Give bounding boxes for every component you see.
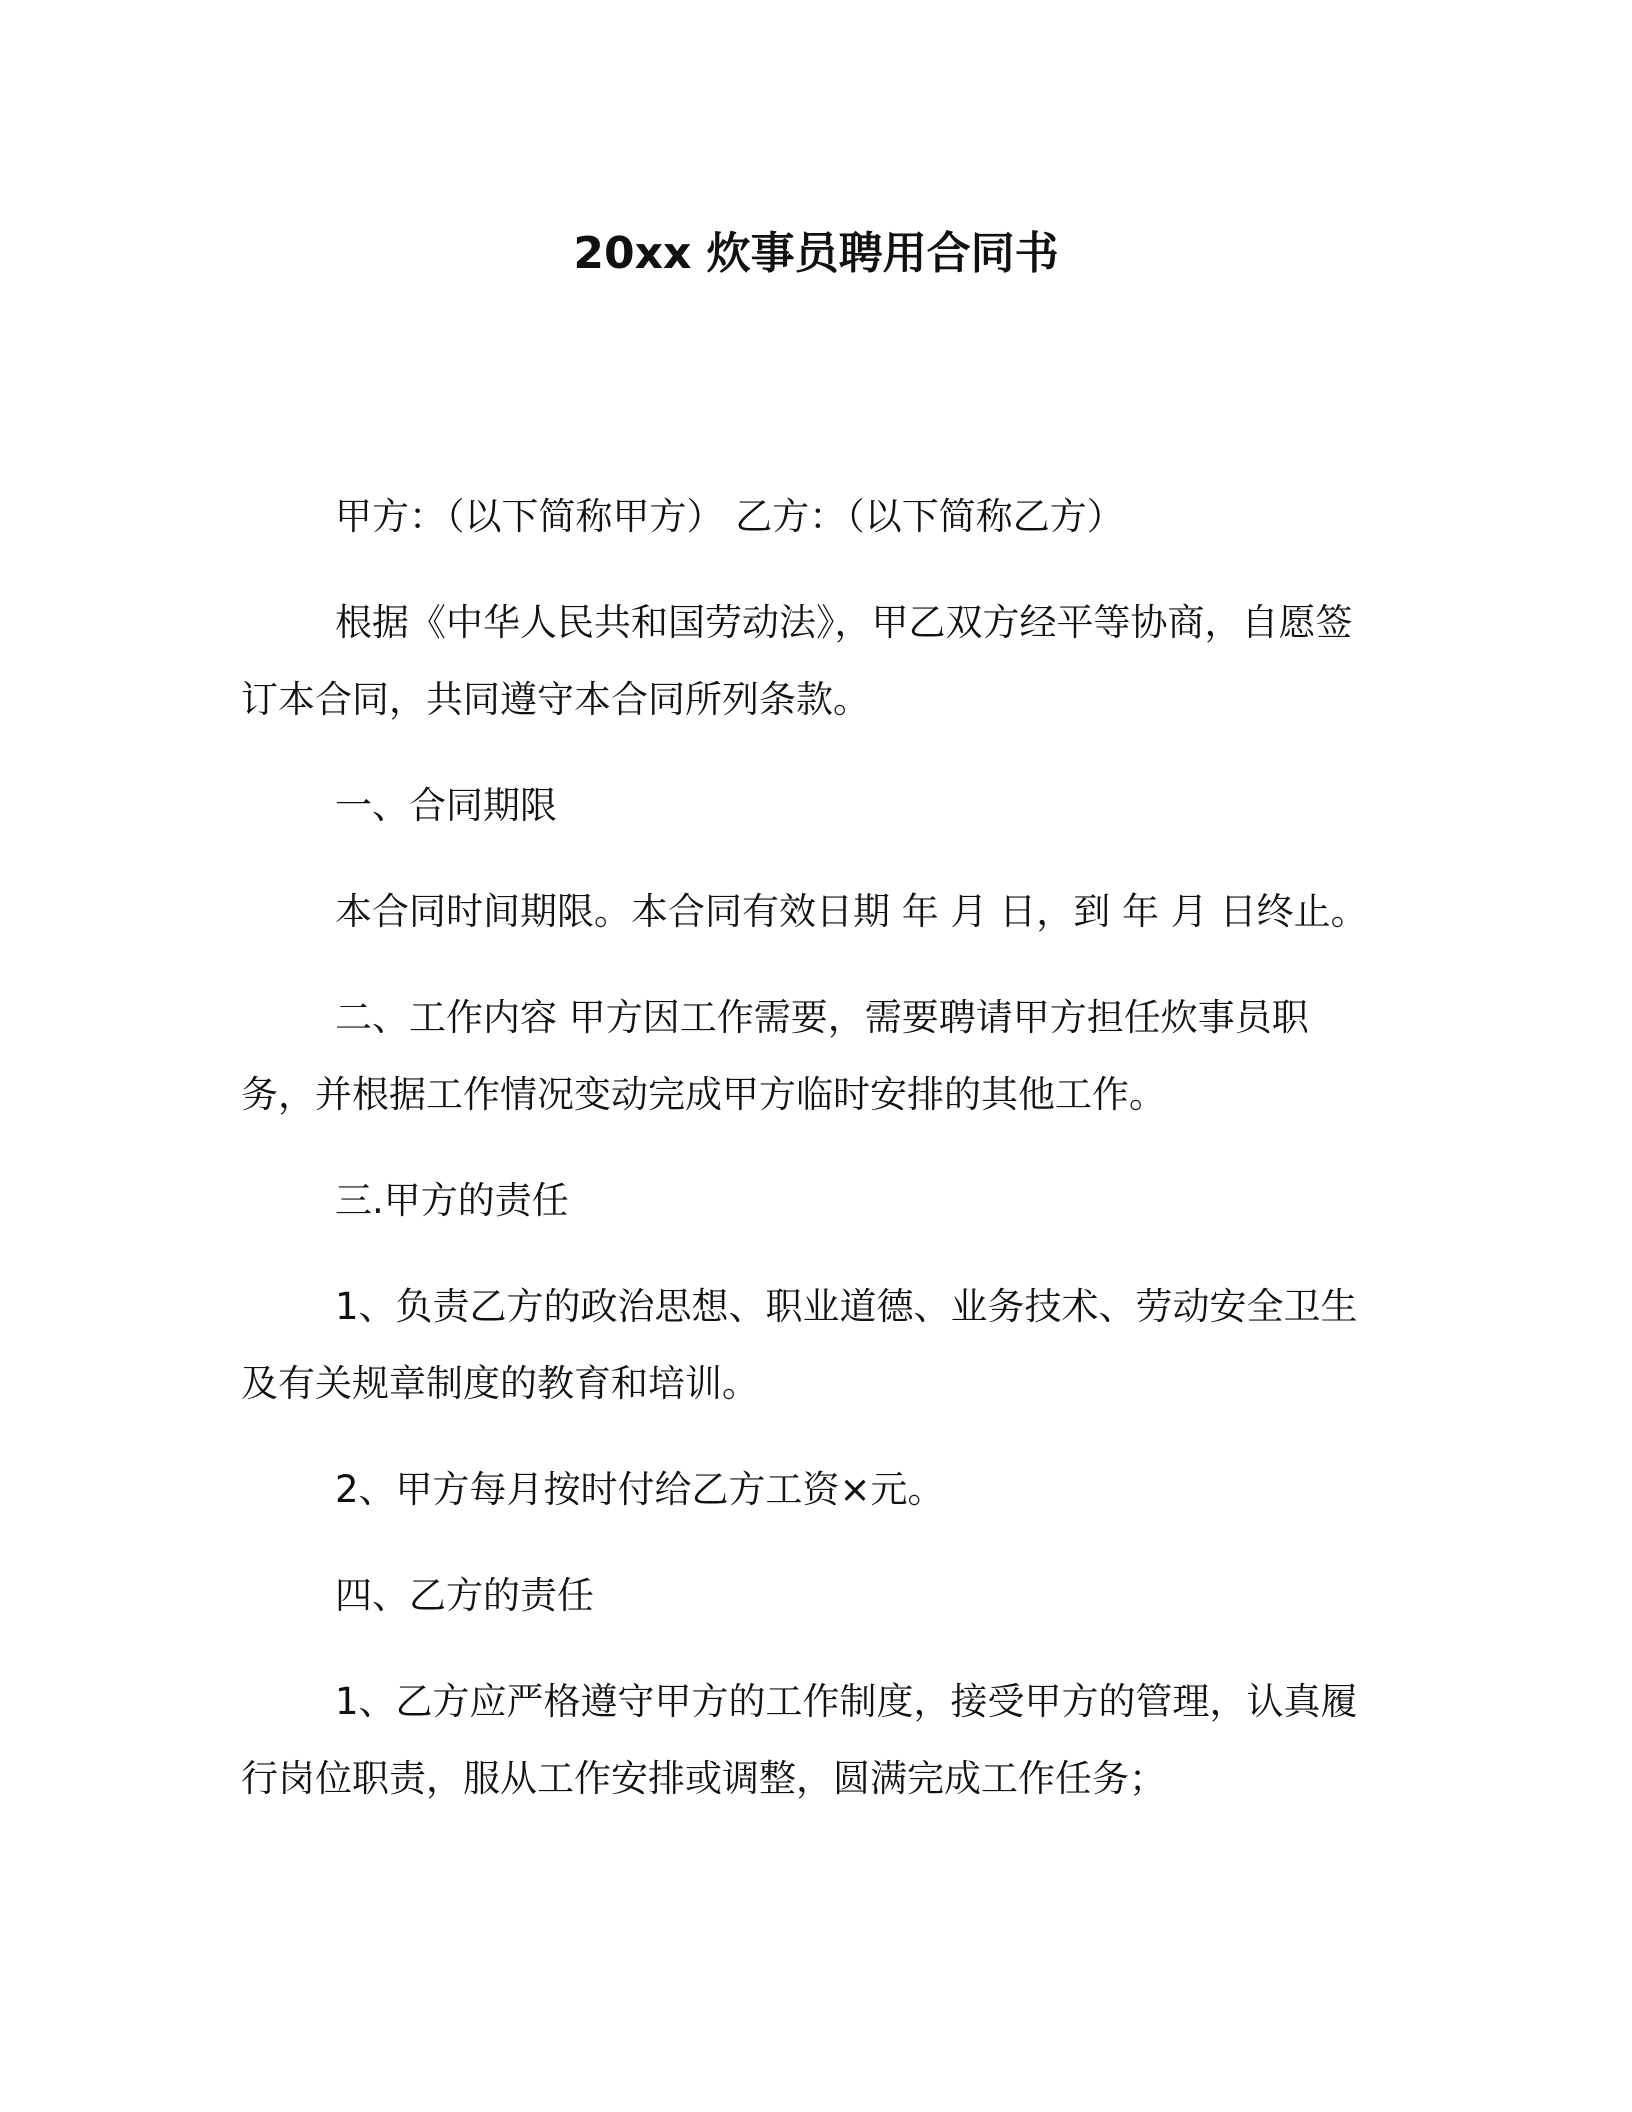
- section-heading-party-b: 四、乙方的责任: [335, 1574, 594, 1617]
- section-heading-party-a: 三.甲方的责任: [335, 1179, 569, 1222]
- preamble-paragraph: 根据《中华人民共和国劳动法》，甲乙双方经平等协商，自愿签订本合同，共同遵守本合同所列条款。: [241, 601, 1353, 721]
- document-title: 20xx 炊事员聘用合同书: [573, 228, 1059, 279]
- term-paragraph: 本合同时间期限。本合同有效日期 年 月 日，到 年 月 日终止。: [335, 890, 1368, 933]
- parties-line: 甲方：（以下简称甲方） 乙方：（以下简称乙方）: [335, 495, 1124, 538]
- party-b-clause-1: 1、乙方应严格遵守甲方的工作制度，接受甲方的管理，认真履行岗位职责，服从工作安排或调整，圆满完成工作任务；: [241, 1680, 1358, 1800]
- work-content-paragraph: 二、工作内容 甲方因工作需要，需要聘请甲方担任炊事员职务，并根据工作情况变动完成甲方临时安排的其他工作。: [241, 996, 1309, 1116]
- party-a-clause-2: 2、甲方每月按时付给乙方工资×元。: [335, 1468, 945, 1511]
- party-a-clause-1: 1、负责乙方的政治思想、职业道德、业务技术、劳动安全卫生及有关规章制度的教育和培训。: [241, 1285, 1358, 1405]
- section-heading-term: 一、合同期限: [335, 784, 557, 827]
